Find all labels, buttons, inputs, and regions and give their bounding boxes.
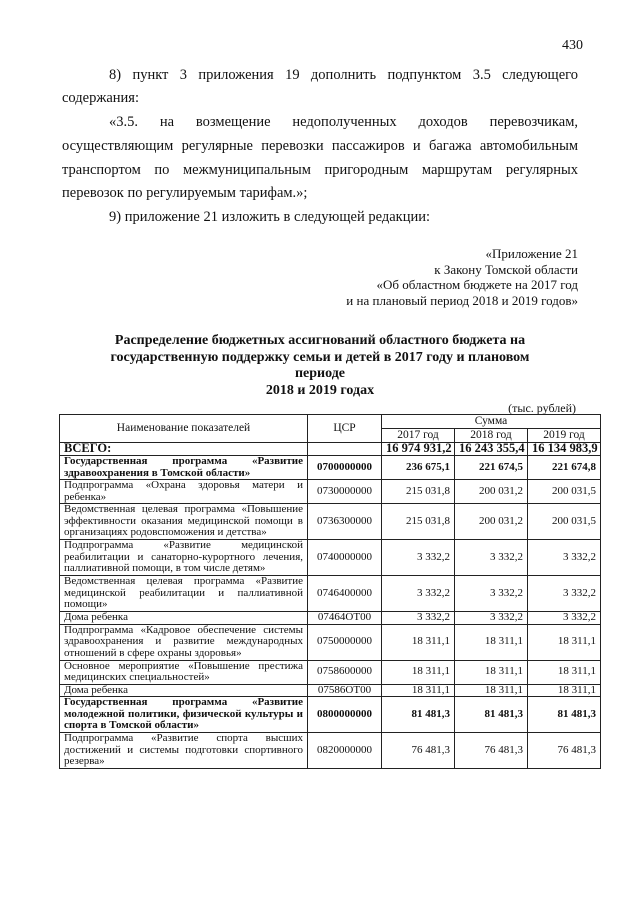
row-code-cell: 0820000000: [308, 733, 382, 769]
value-2019-cell: 200 031,5: [528, 480, 601, 504]
quote-line-2: осуществляющим регулярные перевозки пассажиров и багажа автомобильным: [62, 138, 578, 154]
units-label: (тыс. рублей): [508, 401, 576, 415]
table-row: [60, 697, 601, 733]
value-2019-cell: 18 311,1: [528, 660, 601, 684]
appendix-ref-line: «Об областном бюджете на 2017 год: [376, 277, 578, 292]
row-code-cell: 07464ОТ00: [308, 612, 382, 625]
value-2018-cell: 3 332,2: [455, 540, 528, 576]
value-2018-cell: 3 332,2: [455, 576, 528, 612]
budget-table: [59, 414, 601, 769]
value-2019-cell: 18 311,1: [528, 684, 601, 697]
quote-line-1: «3.5. на возмещение недополученных доходов перевозчикам,: [109, 114, 578, 130]
value-2018-cell: 16 243 355,4: [455, 443, 528, 456]
table-row: [60, 624, 601, 660]
table-row: [60, 456, 601, 480]
appendix-reference: [346, 246, 578, 308]
title-line: 2018 и 2019 годах: [265, 382, 375, 398]
header-name: Наименование показателей: [60, 415, 308, 443]
value-2017-cell: 76 481,3: [382, 733, 455, 769]
header-year-2019: 2019 год: [528, 429, 601, 443]
document-title: [90, 333, 550, 399]
row-code-cell: 0700000000: [308, 456, 382, 480]
row-code-cell: 0758600000: [308, 660, 382, 684]
value-2017-cell: 18 311,1: [382, 684, 455, 697]
table-row: [60, 612, 601, 625]
value-2019-cell: 81 481,3: [528, 697, 601, 733]
title-line: Распределение бюджетных ассигнований областного бюджета на: [114, 333, 526, 348]
row-name-cell: Подпрограмма «Охрана здоровья матери и ребенка»: [60, 480, 308, 504]
title-line: государственную поддержку семьи и детей в 2017 году и плановом периоде: [110, 349, 530, 381]
row-code-cell: 0750000000: [308, 624, 382, 660]
table-row: [60, 660, 601, 684]
appendix-ref-line: «Приложение 21: [485, 246, 578, 261]
value-2017-cell: 81 481,3: [382, 697, 455, 733]
table-row: [60, 684, 601, 697]
value-2018-cell: 18 311,1: [455, 624, 528, 660]
value-2018-cell: 18 311,1: [455, 660, 528, 684]
row-name-cell: ВСЕГО:: [60, 443, 308, 456]
paragraph-8-line-2: содержания:: [62, 90, 140, 106]
row-code-cell: 0736300000: [308, 504, 382, 540]
row-name-cell: Подпрограмма «Кадровое обеспечение системы здравоохранения и развитие международных отношений в сфере охраны здоровья»: [60, 624, 308, 660]
row-code-cell: 07586ОТ00: [308, 684, 382, 697]
table-row: [60, 540, 601, 576]
header-sum: Сумма: [382, 415, 601, 429]
row-name-cell: Подпрограмма «Развитие медицинской реабилитации и санаторно-курортного лечения, паллиативной помощи, в том числе детям»: [60, 540, 308, 576]
row-name-cell: Основное мероприятие «Повышение престижа медицинских специальностей»: [60, 660, 308, 684]
value-2017-cell: 3 332,2: [382, 540, 455, 576]
value-2017-cell: 236 675,1: [382, 456, 455, 480]
row-name-cell: Подпрограмма «Развитие спорта высших достижений и системы подготовки спортивного резерва»: [60, 733, 308, 769]
value-2018-cell: 18 311,1: [455, 684, 528, 697]
value-2017-cell: 18 311,1: [382, 660, 455, 684]
table-row: [60, 480, 601, 504]
row-name-cell: Государственная программа «Развитие молодежной политики, физической культуры и спорта в Томской области»: [60, 697, 308, 733]
value-2019-cell: 16 134 983,9: [528, 443, 601, 456]
table-row: [60, 443, 601, 456]
value-2019-cell: 221 674,8: [528, 456, 601, 480]
quote-line-4: перевозок по регулируемым тарифам.»;: [62, 185, 308, 201]
page-number: 430: [562, 38, 583, 53]
row-name-cell: Государственная программа «Развитие здравоохранения в Томской области»: [60, 456, 308, 480]
value-2019-cell: 76 481,3: [528, 733, 601, 769]
value-2019-cell: 3 332,2: [528, 540, 601, 576]
value-2018-cell: 221 674,5: [455, 456, 528, 480]
row-name-cell: Ведомственная целевая программа «Развитие медицинской реабилитации и паллиативной помощи»: [60, 576, 308, 612]
table-row: [60, 576, 601, 612]
row-code-cell: 0746400000: [308, 576, 382, 612]
row-name-cell: Дома ребенка: [60, 684, 308, 697]
value-2018-cell: 200 031,2: [455, 480, 528, 504]
value-2018-cell: 81 481,3: [455, 697, 528, 733]
paragraph-8-line-1: 8) пункт 3 приложения 19 дополнить подпунктом 3.5 следующего: [109, 67, 578, 83]
header-year-2017: 2017 год: [382, 429, 455, 443]
quote-line-3: транспортом по межмуниципальным пригородным маршрутам регулярных: [62, 162, 578, 178]
table-body: [60, 443, 601, 769]
value-2017-cell: 16 974 931,2: [382, 443, 455, 456]
row-code-cell: 0740000000: [308, 540, 382, 576]
paragraph-9: 9) приложение 21 изложить в следующей редакции:: [109, 209, 431, 225]
row-code-cell: 0800000000: [308, 697, 382, 733]
value-2019-cell: 3 332,2: [528, 576, 601, 612]
row-name-cell: Дома ребенка: [60, 612, 308, 625]
value-2019-cell: 200 031,5: [528, 504, 601, 540]
value-2018-cell: 3 332,2: [455, 612, 528, 625]
header-code: ЦСР: [308, 415, 382, 443]
table-row: [60, 733, 601, 769]
value-2019-cell: 3 332,2: [528, 612, 601, 625]
row-code-cell: 0730000000: [308, 480, 382, 504]
table-row: [60, 504, 601, 540]
row-code-cell: [308, 443, 382, 456]
value-2017-cell: 215 031,8: [382, 480, 455, 504]
value-2018-cell: 200 031,2: [455, 504, 528, 540]
value-2017-cell: 18 311,1: [382, 624, 455, 660]
value-2017-cell: 3 332,2: [382, 576, 455, 612]
appendix-ref-line: к Закону Томской области: [434, 261, 578, 277]
value-2018-cell: 76 481,3: [455, 733, 528, 769]
appendix-ref-line: и на плановый период 2018 и 2019 годов»: [346, 292, 578, 308]
value-2017-cell: 215 031,8: [382, 504, 455, 540]
row-name-cell: Ведомственная целевая программа «Повышение эффективности оказания медицинской помощи в организациях родовспоможения и детства»: [60, 504, 308, 540]
header-year-2018: 2018 год: [455, 429, 528, 443]
value-2017-cell: 3 332,2: [382, 612, 455, 625]
value-2019-cell: 18 311,1: [528, 624, 601, 660]
